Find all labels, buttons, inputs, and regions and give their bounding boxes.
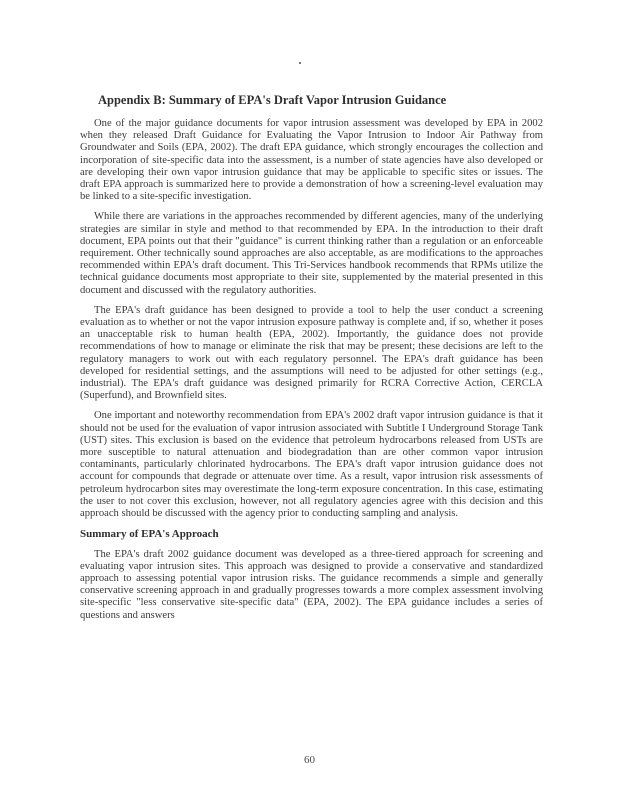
paragraph-3: The EPA's draft guidance has been designed to provide a tool to help the user conduct a screening evaluation as to whether or not the vapor intrusion exposure pathway is complete and, if so, whether it poses an unacceptable risk to human health (EPA, 2002). Importantly, the guidance does not provide recommendations of how to manage or eliminate the risk that may be present; these decisions are left to the regulatory managers to work out with each regulatory personnel. The EPA's draft guidance has been developed for residential settings, and the assumptions will need to be adjusted for other settings (e.g., industrial). The EPA's draft guidance was designed primarily for RCRA Corrective Action, CERCLA (Superfund), and Brownfield sites. bbox=[80, 304, 543, 402]
section-subheading: Summary of EPA's Approach bbox=[80, 528, 219, 541]
paragraph-1: One of the major guidance documents for vapor intrusion assessment was developed by EPA in 2002 when they released Draft Guidance for Evaluating the Vapor Intrusion to Indoor Air Pathway from Groundwater and Soils (EPA, 2002). The draft EPA guidance, which strongly encourages the collection and incorporation of site-specific data into the assessment, is a number of state agencies have also developed or are developing their own vapor intrusion guidance that may be applicable to specific sites or issues. The draft EPA approach is summarized here to provide a demonstration of how a screening-level evaluation may be linked to a site-specific investigation. bbox=[80, 118, 543, 203]
body-text bbox=[80, 118, 543, 630]
scan-speck bbox=[299, 62, 301, 64]
page-number: 60 bbox=[304, 754, 315, 766]
paragraph-5: The EPA's draft 2002 guidance document was developed as a three-tiered approach for screening and evaluating vapor intrusion sites. This approach was designed to provide a conservative and standardized approach to assessing potential vapor intrusion risks. The guidance recommends a simple and generally conservative screening approach in and gradually progresses towards a more complex assessment involving site-specific "less conservative site-specific data" (EPA, 2002). The EPA guidance includes a series of questions and answers bbox=[80, 548, 543, 621]
appendix-heading: Appendix B: Summary of EPA's Draft Vapor Intrusion Guidance bbox=[98, 93, 447, 107]
paragraph-2: While there are variations in the approaches recommended by different agencies, many of the underlying strategies are similar in style and method to that recommended by EPA. In the introduction to their draft document, EPA points out that their "guidance" is current thinking rather than a regulation or an enforceable requirement. Other technically sound approaches are also acceptable, as are modifications to the approaches recommended within EPA's draft document. This Tri-Services handbook recommends that RPMs utilize the technical guidance documents most appropriate to their site, supplemented by the material presented in this document and discussed with the regulatory authorities. bbox=[80, 211, 543, 296]
paragraph-4: One important and noteworthy recommendation from EPA's 2002 draft vapor intrusion guidance is that it should not be used for the evaluation of vapor intrusion associated with Subtitle I Underground Storage Tank (UST) sites. This exclusion is based on the evidence that petroleum hydrocarbons released from USTs are more susceptible to natural attenuation and biodegradation than are other common vapor intrusion contaminants, particularly chlorinated hydrocarbons. The EPA's draft vapor intrusion guidance does not account for compounds that degrade or attenuate over time. As a result, vapor intrusion risk assessments of petroleum hydrocarbon sites may overestimate the long-term exposure concentration. In this case, estimating the user to not cover this exclusion, however, not all regulatory agencies agree with this decision and this approach should be discussed with the agency prior to conducting sampling and analysis. bbox=[80, 410, 543, 520]
